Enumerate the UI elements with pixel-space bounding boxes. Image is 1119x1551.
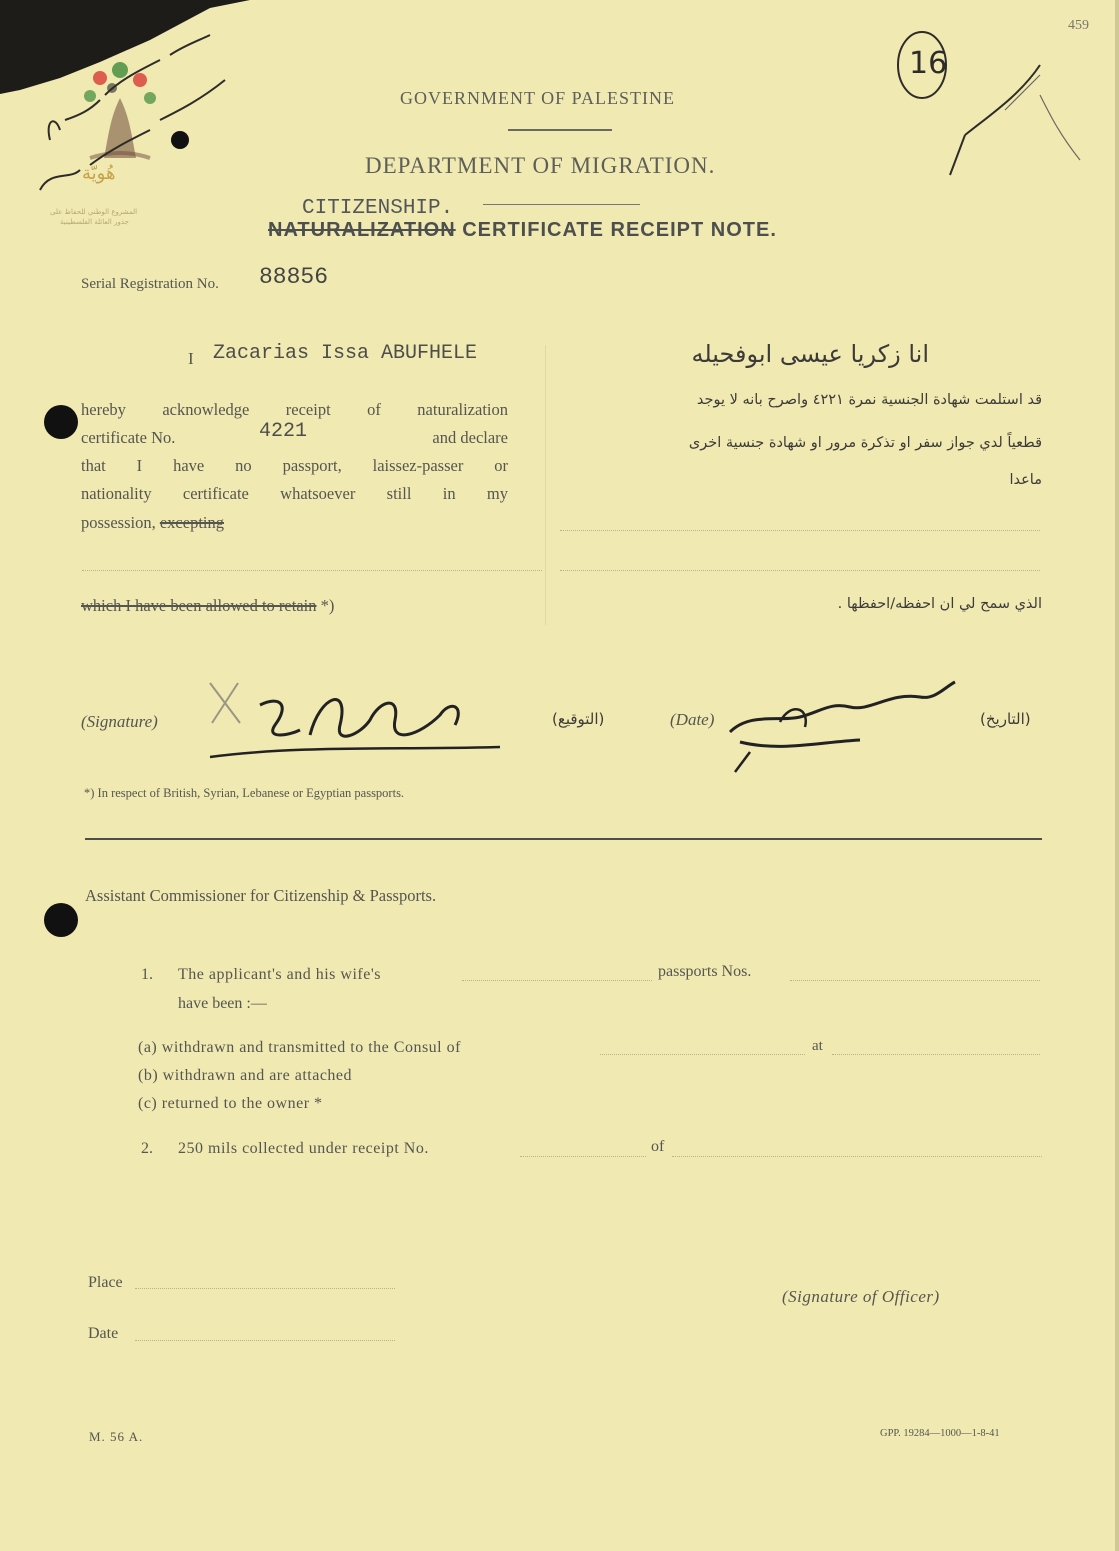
blank-line [135, 1288, 395, 1289]
cert-number: 4221 [259, 420, 308, 443]
punch-hole [44, 405, 78, 439]
arabic-handwritten-signature [720, 672, 970, 782]
english-signature [200, 675, 510, 775]
signature-label: (Signature) [81, 712, 158, 731]
declaration-line3-wrap [81, 456, 508, 476]
declaration-line4-wrap [81, 484, 508, 504]
arabic-name: انا زكريا عيسى ابوفحيله [691, 340, 929, 368]
item1-end: passports Nos. [658, 963, 752, 980]
header-rule [508, 129, 612, 131]
section-rule [85, 838, 1042, 840]
watermark-brand: هُويّة [82, 163, 116, 184]
punch-hole [44, 903, 78, 937]
corner-number: 459 [1068, 18, 1089, 33]
item-a-at: at [812, 1038, 823, 1054]
officer-signature-label: (Signature of Officer) [782, 1287, 940, 1306]
item1-continuation: have been :— [178, 995, 267, 1012]
watermark-line1: المشروع الوطني للحفاظ على [50, 208, 138, 216]
struck-retain: which I have been allowed to retain [81, 596, 317, 615]
government-heading: GOVERNMENT OF PALESTINE [400, 88, 676, 108]
retain-footnote-mark: *) [320, 596, 335, 615]
blank-line [82, 570, 542, 571]
declaration-line2 [81, 420, 508, 448]
stamp-rule [483, 204, 640, 205]
declaration-line3: that I have no passport, laissez-passer or [81, 456, 508, 475]
declaration-line4: nationality certificate whatsoever still in my [81, 484, 508, 503]
folio-annotation [890, 15, 1115, 195]
watermark-line2: جذور العائلة الفلسطينية [60, 218, 129, 226]
print-code: GPP. 19284—1000—1-8-41 [880, 1428, 1000, 1439]
form-code: M. 56 A. [89, 1429, 144, 1444]
possession-text: possession, [81, 513, 156, 532]
arabic-line3: ماعدا [1009, 472, 1042, 488]
name-prefix: I [188, 349, 194, 368]
office-heading: Assistant Commissioner for Citizenship & Passports. [85, 886, 437, 905]
declaration-line1: hereby acknowledge receipt of naturalization [81, 400, 508, 419]
blank-line [520, 1156, 646, 1157]
page-edge [1115, 0, 1119, 1551]
blank-line [672, 1156, 1042, 1157]
item-b: (b) withdrawn and are attached [138, 1067, 353, 1084]
item1-text: The applicant's and his wife's [178, 966, 381, 983]
cert-label: certificate No. [81, 428, 176, 447]
margin-note-handwriting [20, 20, 240, 210]
blank-line [135, 1340, 395, 1341]
arabic-blank-line [560, 530, 1040, 531]
folio-number: 16 [909, 46, 948, 81]
blank-line [832, 1054, 1040, 1055]
item2-of: of [651, 1138, 665, 1155]
document-title [268, 219, 777, 242]
applicant-name: Zacarias Issa ABUFHELE [213, 342, 478, 365]
item1-number: 1. [141, 966, 153, 983]
blank-line [462, 980, 652, 981]
declaration-text [81, 400, 508, 420]
item2-number: 2. [141, 1140, 153, 1157]
department-heading: DEPARTMENT OF MIGRATION. [365, 153, 716, 178]
date-field-label: Date [88, 1325, 119, 1342]
arabic-date-label: (التاريخ) [980, 710, 1031, 728]
struck-naturalization: NATURALIZATION [268, 219, 456, 241]
item-a: (a) withdrawn and transmitted to the Consul of [138, 1039, 461, 1056]
footnote: *) In respect of British, Syrian, Lebanese or Egyptian passports. [84, 786, 405, 800]
struck-excepting: excepting [159, 513, 224, 532]
declare-text: and declare [432, 428, 508, 447]
arabic-retain: الذي سمح لي ان احفظه/احفظها . [837, 596, 1042, 612]
arabic-blank-line [560, 570, 1040, 571]
title-rest: CERTIFICATE RECEIPT NOTE. [462, 219, 777, 241]
column-divider [545, 345, 546, 625]
item-c: (c) returned to the owner * [138, 1095, 323, 1112]
arabic-line1: قد استلمت شهادة الجنسية نمرة ٤٢٢١ واصرح بانه لا يوجد [696, 392, 1042, 408]
serial-number: 88856 [259, 264, 329, 290]
date-label: (Date) [670, 710, 715, 729]
item2-text: 250 mils collected under receipt No. [178, 1140, 429, 1157]
arabic-line2: قطعياً لدي جواز سفر او تذكرة مرور او شهادة جنسية اخرى [688, 435, 1042, 451]
place-label: Place [88, 1274, 123, 1291]
declaration-line5 [81, 513, 224, 533]
blank-line [790, 980, 1040, 981]
serial-label: Serial Registration No. [81, 276, 219, 292]
citizenship-stamp: CITIZENSHIP. [302, 197, 454, 220]
arabic-signature-label: (التوقيع) [552, 710, 605, 728]
blank-line [600, 1054, 805, 1055]
retain-line [81, 596, 334, 616]
